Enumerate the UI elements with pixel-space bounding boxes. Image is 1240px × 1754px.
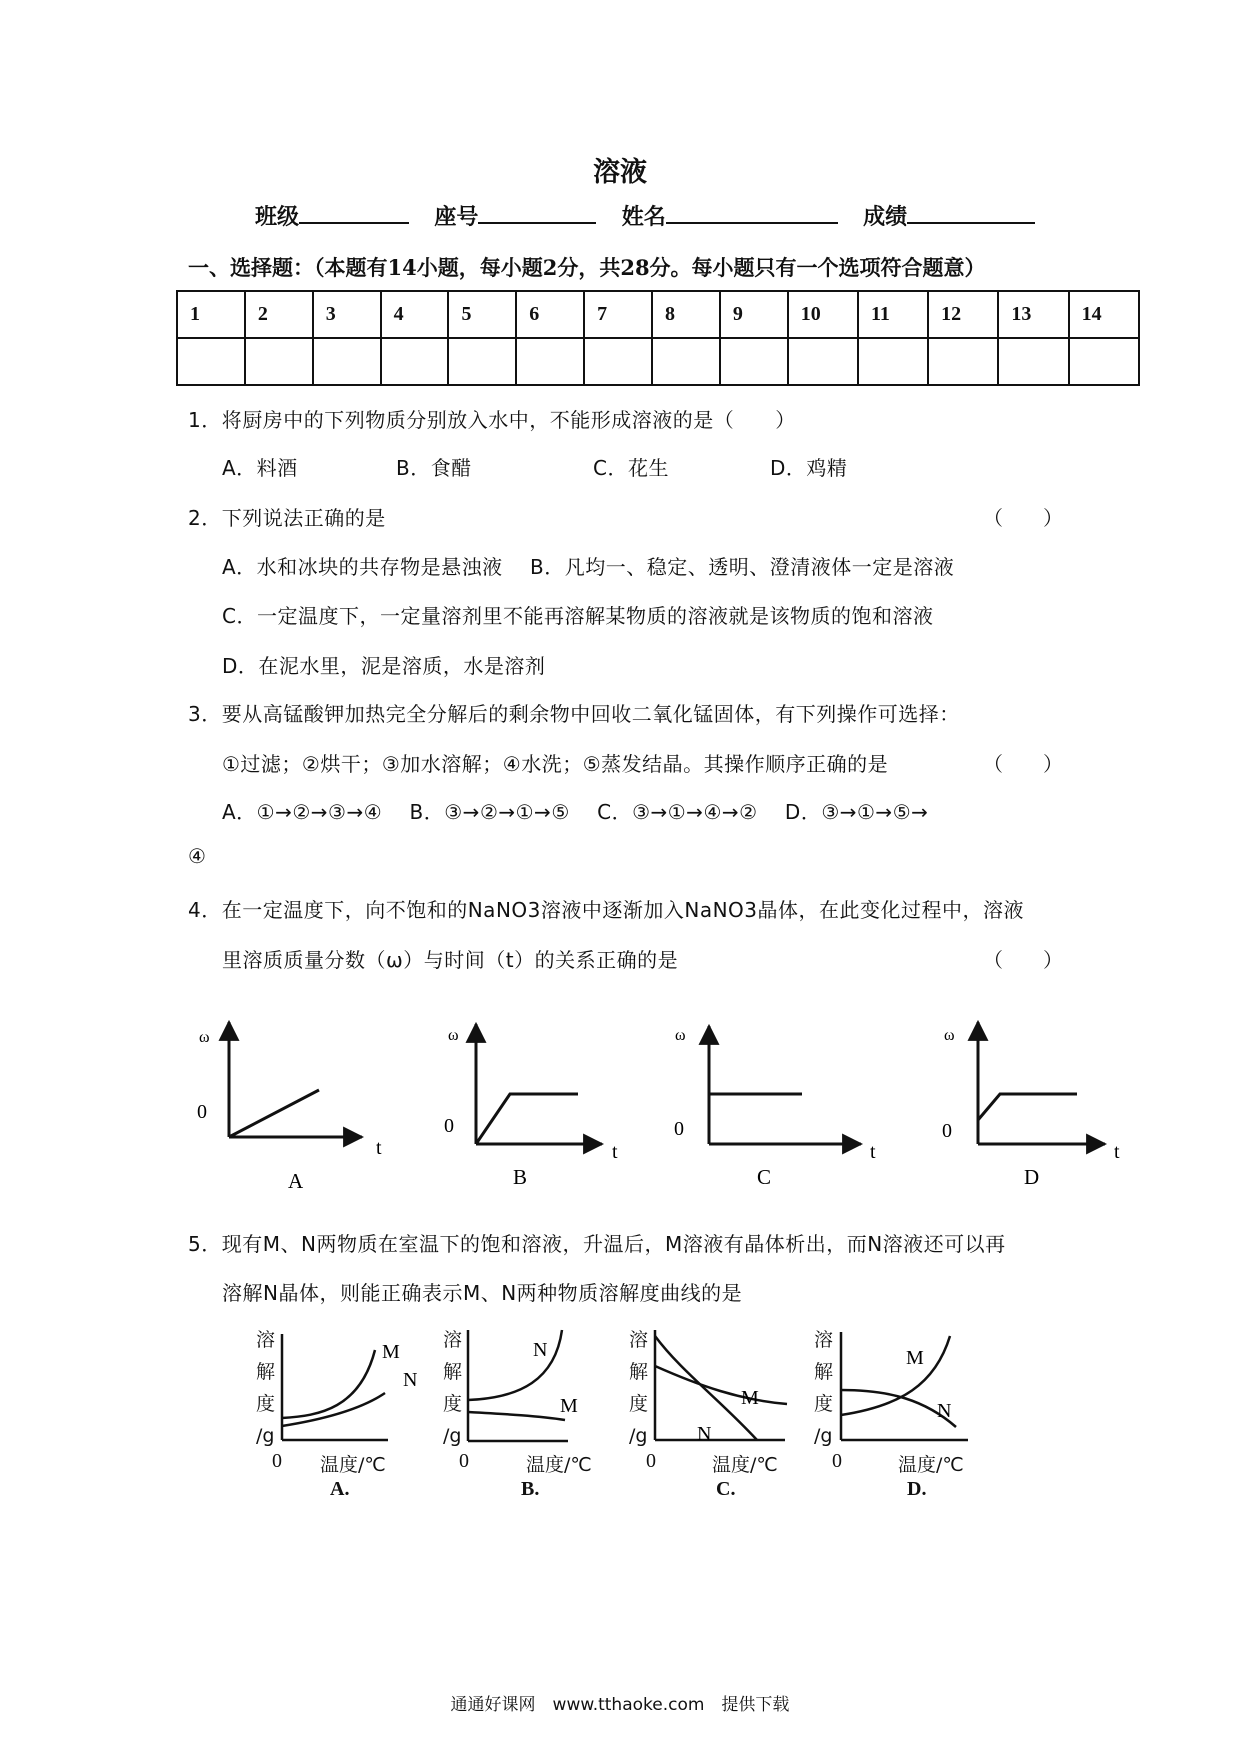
q4-answer-paren: （ ） [983,948,1063,972]
q5-label-n: N [403,1369,418,1391]
q5-graph-d [841,1332,968,1440]
q4-y-label: ω [944,1027,955,1044]
q3-options: A．①→②→③→④ B．③→②→①→⑤ C．③→①→④→② D．③→①→⑤→ [222,800,929,824]
q5-origin: 0 [459,1450,469,1472]
q5-graph-a [282,1334,417,1440]
q5-curve-m [282,1350,375,1418]
q4-graph-label-a: A [288,1169,304,1193]
answer-number: 9 [720,291,788,338]
q5-y-label: 溶 解 度 /g [256,1329,276,1447]
q5-curve-m [841,1336,950,1415]
q5-origin: 0 [832,1450,842,1472]
answer-number: 3 [313,291,381,338]
q5-graph-label-d: D. [907,1478,927,1500]
q4-x-label: t [612,1141,618,1163]
score-label: 成绩 [863,204,908,230]
q5-graph-b [468,1330,578,1441]
q1-option-b: B．食醋 [396,456,472,480]
page-title: 溶液 [593,157,647,188]
answer-number: 12 [928,291,998,338]
q5-x-label: 温度/℃ [526,1454,592,1476]
q5-origin: 0 [272,1450,282,1472]
q5-curve-m [468,1412,565,1420]
q5-graph-label-a: A. [330,1478,350,1500]
section-heading-choice: 一、选择题：（本题有14小题，每小题2分，共28分。每小题只有一个选项符合题意） [188,255,986,280]
answer-number: 6 [516,291,584,338]
name-label: 姓名 [621,204,666,230]
q3-answer-paren: （ ） [983,752,1063,776]
q4-origin: 0 [197,1101,207,1123]
q5-stem-2: 溶解N晶体，则能正确表示M、N两种物质溶解度曲线的是 [222,1281,743,1305]
q5-stem: 5．现有M、N两物质在室温下的饱和溶液，升温后，M溶液有晶体析出，而N溶液还可以再 [188,1232,1006,1256]
q5-x-label: 温度/℃ [898,1454,964,1476]
answer-number: 7 [584,291,652,338]
q5-y-label: 溶 解 度 /g [443,1329,463,1447]
q4-origin: 0 [942,1120,952,1142]
q4-x-label: t [870,1141,876,1163]
q4-graph-label-d: D [1024,1165,1040,1189]
answer-number: 14 [1069,291,1139,338]
q5-x-label: 温度/℃ [320,1454,386,1476]
q5-curve-n [282,1393,385,1426]
q5-label-n: N [937,1400,952,1422]
answer-number: 4 [381,291,449,338]
q5-label-m: M [382,1341,400,1363]
q5-label-n: N [533,1339,548,1361]
q1-option-a: A．料酒 [222,456,298,480]
q2-option-c: C．一定温度下，一定量溶剂里不能再溶解某物质的溶液就是该物质的饱和溶液 [222,604,934,628]
q4-graph-label-b: B [513,1165,528,1189]
q4-origin: 0 [444,1115,454,1137]
q2-option-d: D．在泥水里，泥是溶质，水是溶剂 [222,654,546,678]
answer-number: 5 [448,291,516,338]
q5-label-m: M [560,1395,578,1417]
q5-label-n: N [697,1423,712,1445]
q3-stem: 3．要从高锰酸钾加热完全分解后的剩余物中回收二氧化锰固体，有下列操作可选择： [188,702,960,726]
q5-graph-label-b: B. [521,1478,540,1500]
answer-number: 1 [177,291,245,338]
q4-stem: 4．在一定温度下，向不饱和的NaNO3溶液中逐渐加入NaNO3晶体，在此变化过程中，溶液 [188,898,1025,922]
q4-x-label: t [376,1137,382,1159]
q3-stem-2: ①过滤；②烘干；③加水溶解；④水洗；⑤蒸发结晶。其操作顺序正确的是 [222,752,889,776]
q1-option-d: D．鸡精 [770,456,848,480]
q5-curve-m [655,1366,787,1404]
q5-x-label: 温度/℃ [712,1454,778,1476]
q5-label-m: M [741,1387,759,1409]
q5-label-m: M [906,1347,924,1369]
footer-text: 通通好课网 www.tthaoke.com 提供下载 [450,1695,790,1715]
q4-y-label: ω [199,1029,210,1046]
q2-stem: 2．下列说法正确的是 [188,506,386,530]
q4-stem-2: 里溶质质量分数（ω）与时间（t）的关系正确的是 [222,948,679,972]
q5-origin: 0 [646,1450,656,1472]
q4-x-label: t [1114,1141,1120,1163]
q4-y-label: ω [448,1027,459,1044]
q2-answer-paren: （ ） [983,506,1063,530]
q2-option-ab: A．水和冰块的共存物是悬浊液 B．凡均一、稳定、透明、澄清液体一定是溶液 [222,555,955,579]
q5-y-label: 溶 解 度 /g [814,1329,834,1447]
q4-graph-label-c: C [757,1165,772,1189]
q4-origin: 0 [674,1118,684,1140]
answer-number: 2 [245,291,313,338]
class-label: 班级 [255,204,300,230]
q1-option-c: C．花生 [593,456,669,480]
answer-number: 11 [858,291,928,338]
answer-number: 13 [998,291,1068,338]
q5-graph-label-c: C. [716,1478,736,1500]
q1-stem: 1．将厨房中的下列物质分别放入水中，不能形成溶液的是（ ） [188,408,796,432]
q4-y-label: ω [675,1027,686,1044]
seat-label: 座号 [434,204,479,230]
q5-graph-c [655,1330,787,1445]
q3-options-cont: ④ [188,844,207,868]
answer-number: 10 [788,291,858,338]
q5-curve-n [468,1330,562,1400]
answer-number: 8 [652,291,720,338]
q5-y-label: 溶 解 度 /g [629,1329,649,1447]
